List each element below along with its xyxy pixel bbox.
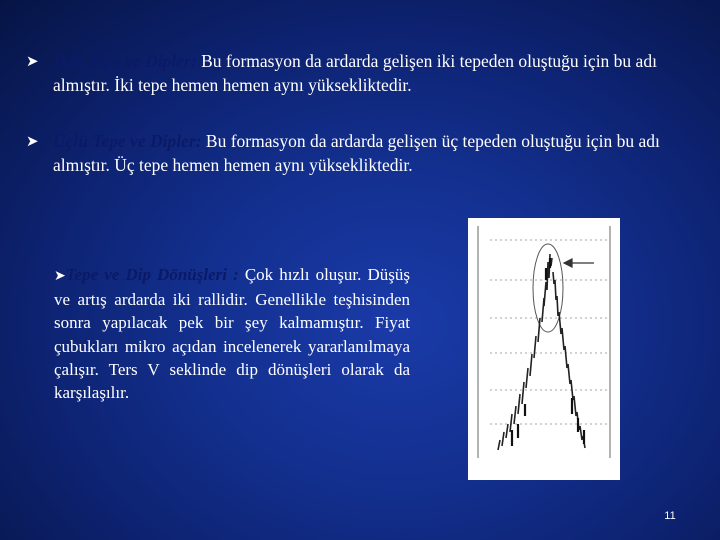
price-bar-chart-sketch bbox=[468, 218, 620, 480]
page-number: 11 bbox=[664, 510, 676, 522]
bullet-text bbox=[53, 49, 706, 97]
v-reversal-chart-image bbox=[468, 218, 620, 480]
bullet-term: Tepe ve Dip Dönüşleri : bbox=[65, 265, 239, 284]
bullet-double-top bbox=[26, 49, 706, 97]
bullet-term: İkili Tepe ve Dipler: bbox=[53, 51, 197, 71]
bullet-text bbox=[53, 129, 706, 177]
bullet-body: Çok hızlı oluşur. Düşüş ve artış ardarda iki rallidir. Genellikle teşhisinden sonra yapılacak pek bir şey kalmamıştır. Fiyat çubukları mikro açıdan incelenerek yararlanılmaya çalışır. Ters V seklinde dip dönüşleri olarak da karşılaşılır. bbox=[54, 265, 410, 403]
bullet-triple-top bbox=[26, 129, 706, 177]
arrow-bullet-icon: ➤ bbox=[26, 132, 39, 150]
bullet-reversal bbox=[54, 263, 410, 404]
bullet-body: Bu formasyon da ardarda gelişen üç tepeden oluştuğu için bu adı almıştır. Üç tepe hemen hemen aynı yüksekliktedir. bbox=[53, 131, 660, 175]
arrow-bullet-icon: ➤ bbox=[54, 268, 66, 284]
arrow-bullet-icon: ➤ bbox=[26, 52, 39, 70]
bullet-term: Üçlü Tepe ve Dipler: bbox=[53, 131, 202, 151]
bullet-body: Bu formasyon da ardarda gelişen iki tepeden oluştuğu için bu adı almıştır. İki tepe hemen hemen aynı yüksekliktedir. bbox=[53, 51, 657, 95]
